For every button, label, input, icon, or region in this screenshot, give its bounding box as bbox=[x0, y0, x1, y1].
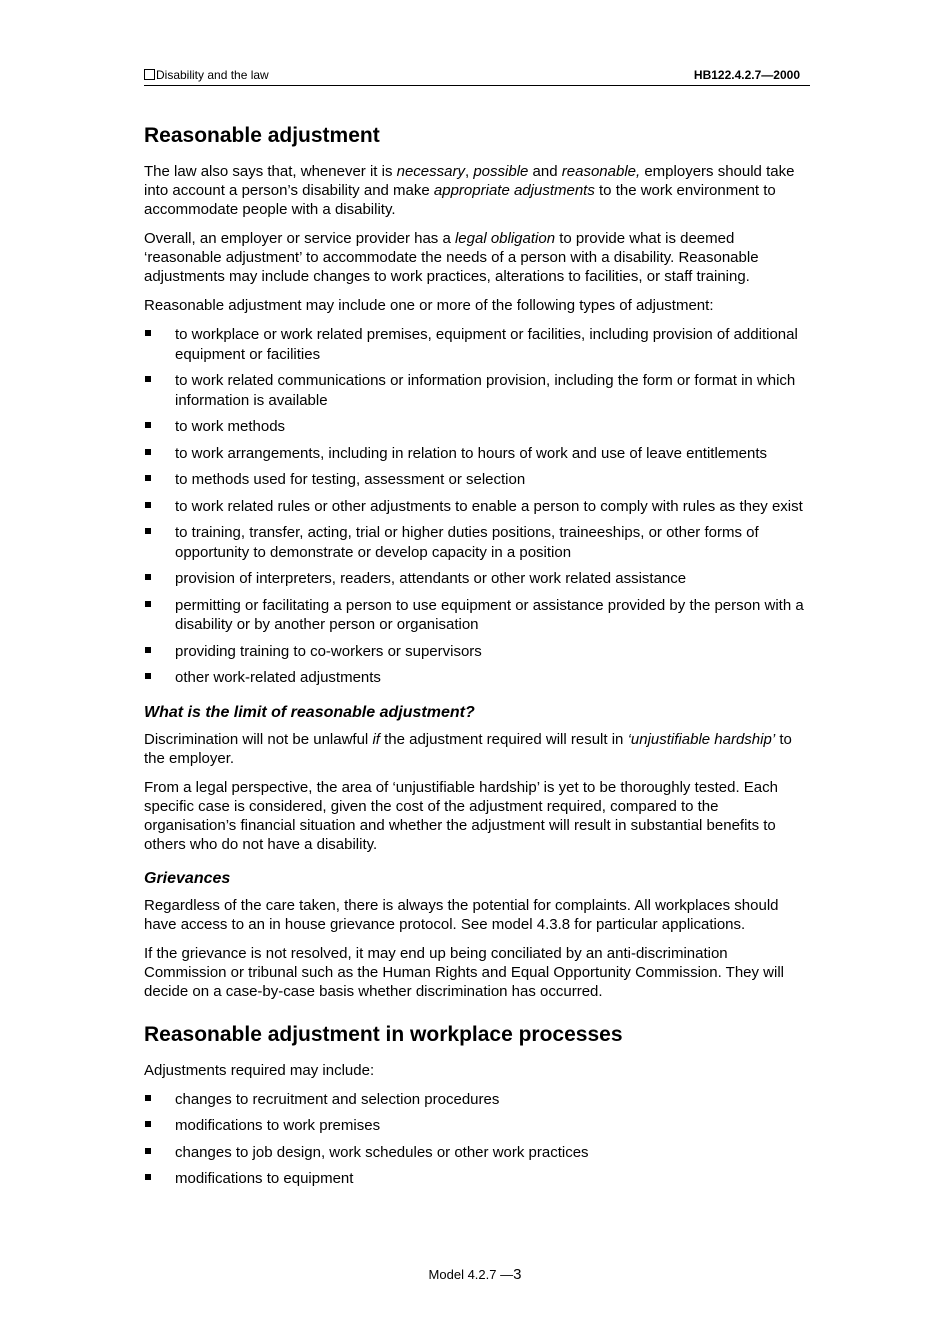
header-left bbox=[144, 68, 269, 82]
list-item: modifications to equipment bbox=[144, 1169, 810, 1189]
list-item: changes to recruitment and selection procedures bbox=[144, 1090, 810, 1110]
bullet-icon bbox=[145, 330, 151, 336]
paragraph: Overall, an employer or service provider has a legal obligation to provide what is deemed ‘reasonable adjustment’ to accommodate the needs of a person with a disability. Reasonable adjustments may include changes to work practices, alterations to facilities, or staff training. bbox=[144, 230, 759, 285]
section-title-workplace-processes: Reasonable adjustment in workplace processes bbox=[144, 1022, 623, 1046]
bullet-icon bbox=[145, 673, 151, 679]
paragraph: If the grievance is not resolved, it may end up being conciliated by an anti-discrimination Commission or tribunal such as the Human Rights and Equal Opportunity Commission. They will decide on a case-by-case basis whether discrimination has occurred. bbox=[144, 944, 784, 1000]
paragraph: The law also says that, whenever it is necessary, possible and reasonable, employers should take into account a person’s disability and make appropriate adjustments to the work environment to accommodate people with a disability. bbox=[144, 163, 795, 218]
bullet-icon bbox=[145, 647, 151, 653]
checkbox-icon bbox=[144, 69, 155, 80]
bullet-icon bbox=[145, 1095, 151, 1101]
page-footer bbox=[0, 1266, 950, 1283]
header-doc-id: HB122.4.2.7—2000 bbox=[693, 68, 800, 82]
bullet-icon bbox=[145, 1174, 151, 1180]
paragraph: Reasonable adjustment may include one or more of the following types of adjustment: bbox=[144, 297, 714, 314]
bullet-icon bbox=[145, 475, 151, 481]
list-item: providing training to co-workers or supervisors bbox=[144, 642, 810, 662]
paragraph: Regardless of the care taken, there is always the potential for complaints. All workplaces should have access to an in house grievance protocol. See model 4.3.8 for particular applications. bbox=[144, 896, 779, 933]
bullet-icon bbox=[145, 422, 151, 428]
bullet-icon bbox=[145, 502, 151, 508]
bullet-icon bbox=[145, 528, 151, 534]
list-item: other work-related adjustments bbox=[144, 668, 810, 688]
bullet-icon bbox=[145, 1148, 151, 1154]
list-item: modifications to work premises bbox=[144, 1116, 810, 1136]
bullet-icon bbox=[145, 601, 151, 607]
header-title: Disability and the law bbox=[156, 68, 269, 82]
workplace-adjustments-list bbox=[144, 1090, 810, 1189]
paragraph: From a legal perspective, the area of ‘unjustifiable hardship’ is yet to be thoroughly tested. Each specific case is considered, given the cost of the adjustment required, compared to the organisation’s financial situation and whether the adjustment will result in substantial benefits to others who do not have a disability. bbox=[144, 778, 778, 853]
paragraph: Discrimination will not be unlawful if the adjustment required will result in ‘unjustifiable hardship’ to the employer. bbox=[144, 730, 792, 767]
running-header bbox=[144, 67, 810, 86]
subheading-grievances: Grievances bbox=[144, 869, 231, 887]
list-item: changes to job design, work schedules or other work practices bbox=[144, 1143, 810, 1163]
page-number: 3 bbox=[513, 1266, 522, 1283]
page-content bbox=[144, 122, 810, 1196]
bullet-icon bbox=[145, 574, 151, 580]
bullet-icon bbox=[145, 376, 151, 382]
footer-label: Model 4.2.7 — bbox=[428, 1267, 514, 1282]
list-item: to methods used for testing, assessment or selection bbox=[144, 470, 810, 490]
list-item: to workplace or work related premises, equipment or facilities, including provision of additional equipment or facilities bbox=[144, 325, 810, 364]
list-item: to work arrangements, including in relation to hours of work and use of leave entitlements bbox=[144, 444, 810, 464]
list-item: provision of interpreters, readers, attendants or other work related assistance bbox=[144, 569, 810, 589]
list-item: permitting or facilitating a person to use equipment or assistance provided by the person with a disability or by another person or organisation bbox=[144, 596, 810, 635]
paragraph: Adjustments required may include: bbox=[144, 1061, 375, 1079]
adjustment-types-list bbox=[144, 325, 810, 688]
subheading-limit: What is the limit of reasonable adjustment? bbox=[144, 703, 475, 721]
bullet-icon bbox=[145, 1121, 151, 1127]
list-item: to work related rules or other adjustments to enable a person to comply with rules as they exist bbox=[144, 497, 810, 517]
list-item: to work related communications or information provision, including the form or format in which information is available bbox=[144, 371, 810, 410]
bullet-icon bbox=[145, 449, 151, 455]
list-item: to training, transfer, acting, trial or higher duties positions, traineeships, or other forms of opportunity to demonstrate or develop capacity in a position bbox=[144, 523, 810, 562]
section-title-reasonable-adjustment: Reasonable adjustment bbox=[144, 124, 380, 147]
list-item: to work methods bbox=[144, 417, 810, 437]
